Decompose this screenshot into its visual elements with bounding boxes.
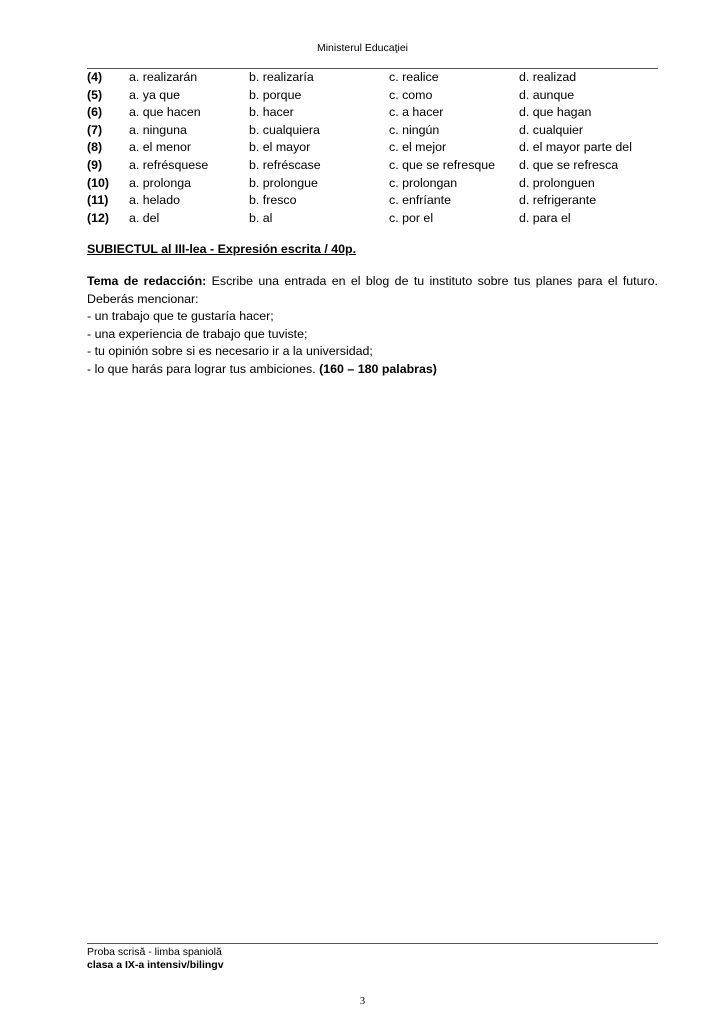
option-a: a. realizarán [129, 70, 198, 84]
option-d: d. el mayor parte del [519, 140, 632, 155]
option-c: c. a hacer [389, 105, 444, 120]
option-b: b. fresco [249, 193, 297, 208]
option-b: b. hacer [249, 105, 294, 120]
option-c: c. por el [389, 210, 434, 225]
task-intro [87, 273, 658, 308]
option-a: a. del [129, 210, 160, 225]
option-b: b. cualquiera [249, 122, 320, 137]
option-b: b. porque [249, 87, 302, 102]
essay-task [87, 273, 658, 379]
table-row [87, 139, 658, 157]
list-item: - una experiencia de trabajo que tuviste; [87, 326, 308, 341]
option-c: c. prolongan [389, 175, 458, 190]
option-d: d. que hagan [519, 105, 592, 120]
table-row [87, 122, 658, 140]
option-c: c. ningún [389, 122, 440, 137]
table-row [87, 104, 658, 122]
option-d: d. para el [519, 210, 571, 225]
page-header: Ministerul Educaţiei [316, 42, 409, 54]
list-item: - un trabajo que te gustaría hacer; [87, 309, 274, 324]
option-a: a. refrésquese [129, 157, 209, 172]
item-number: (12) [87, 210, 110, 225]
option-c: c. el mejor [389, 140, 447, 155]
option-d: d. realizad [519, 70, 577, 84]
task-label: Tema de redacción: [87, 274, 207, 288]
word-count: (160 – 180 palabras) [319, 361, 437, 376]
section-title: SUBIECTUL al III-lea - Expresión escrita / 40p. [87, 242, 357, 256]
item-number: (8) [87, 140, 103, 155]
table-row [87, 210, 658, 228]
option-b: b. al [249, 210, 273, 225]
page-footer [87, 946, 224, 972]
item-number: (6) [87, 105, 103, 120]
footer-rule [87, 943, 658, 944]
footer-class: clasa a IX-a intensiv/bilingv [87, 959, 224, 971]
option-c: c. realice [389, 70, 439, 84]
task-requirements [87, 308, 658, 378]
item-number: (4) [87, 70, 103, 84]
table-row [87, 175, 658, 193]
option-a: a. que hacen [129, 105, 201, 120]
item-number: (5) [87, 87, 103, 102]
option-d: d. aunque [519, 87, 575, 102]
list-item [87, 361, 658, 379]
option-b: b. refréscase [249, 157, 321, 172]
item-number: (10) [87, 175, 110, 190]
option-a: a. helado [129, 193, 180, 208]
option-d: d. prolonguen [519, 175, 595, 190]
option-c: c. que se refresque [389, 157, 496, 172]
table-row [87, 192, 658, 210]
page-number: 3 [359, 996, 366, 1007]
table-row [87, 69, 658, 87]
option-c: c. enfríante [389, 193, 451, 208]
option-b: b. el mayor [249, 140, 311, 155]
item-number: (9) [87, 157, 103, 172]
table-row [87, 87, 658, 105]
footer-exam-name: Proba scrisă - limba spaniolă [87, 946, 222, 958]
item-number: (7) [87, 122, 103, 137]
answer-options-table [87, 69, 658, 227]
task-text: Escribe una entrada en el blog de tu instituto sobre tus planes para el futuro. Deberás mencionar: [87, 274, 658, 306]
option-d: d. que se refresca [519, 157, 619, 172]
option-d: d. cualquier [519, 122, 584, 137]
option-a: a. ya que [129, 87, 180, 102]
option-b: b. realizaría [249, 70, 314, 84]
option-a: a. el menor [129, 140, 191, 155]
option-c: c. como [389, 87, 433, 102]
option-a: a. prolonga [129, 175, 192, 190]
table-row [87, 157, 658, 175]
item-number: (11) [87, 193, 109, 208]
option-b: b. prolongue [249, 175, 318, 190]
option-a: a. ninguna [129, 122, 187, 137]
list-item-text: - lo que harás para lograr tus ambiciones. [87, 361, 316, 376]
list-item: - tu opinión sobre si es necesario ir a la universidad; [87, 344, 373, 359]
option-d: d. refrigerante [519, 193, 597, 208]
